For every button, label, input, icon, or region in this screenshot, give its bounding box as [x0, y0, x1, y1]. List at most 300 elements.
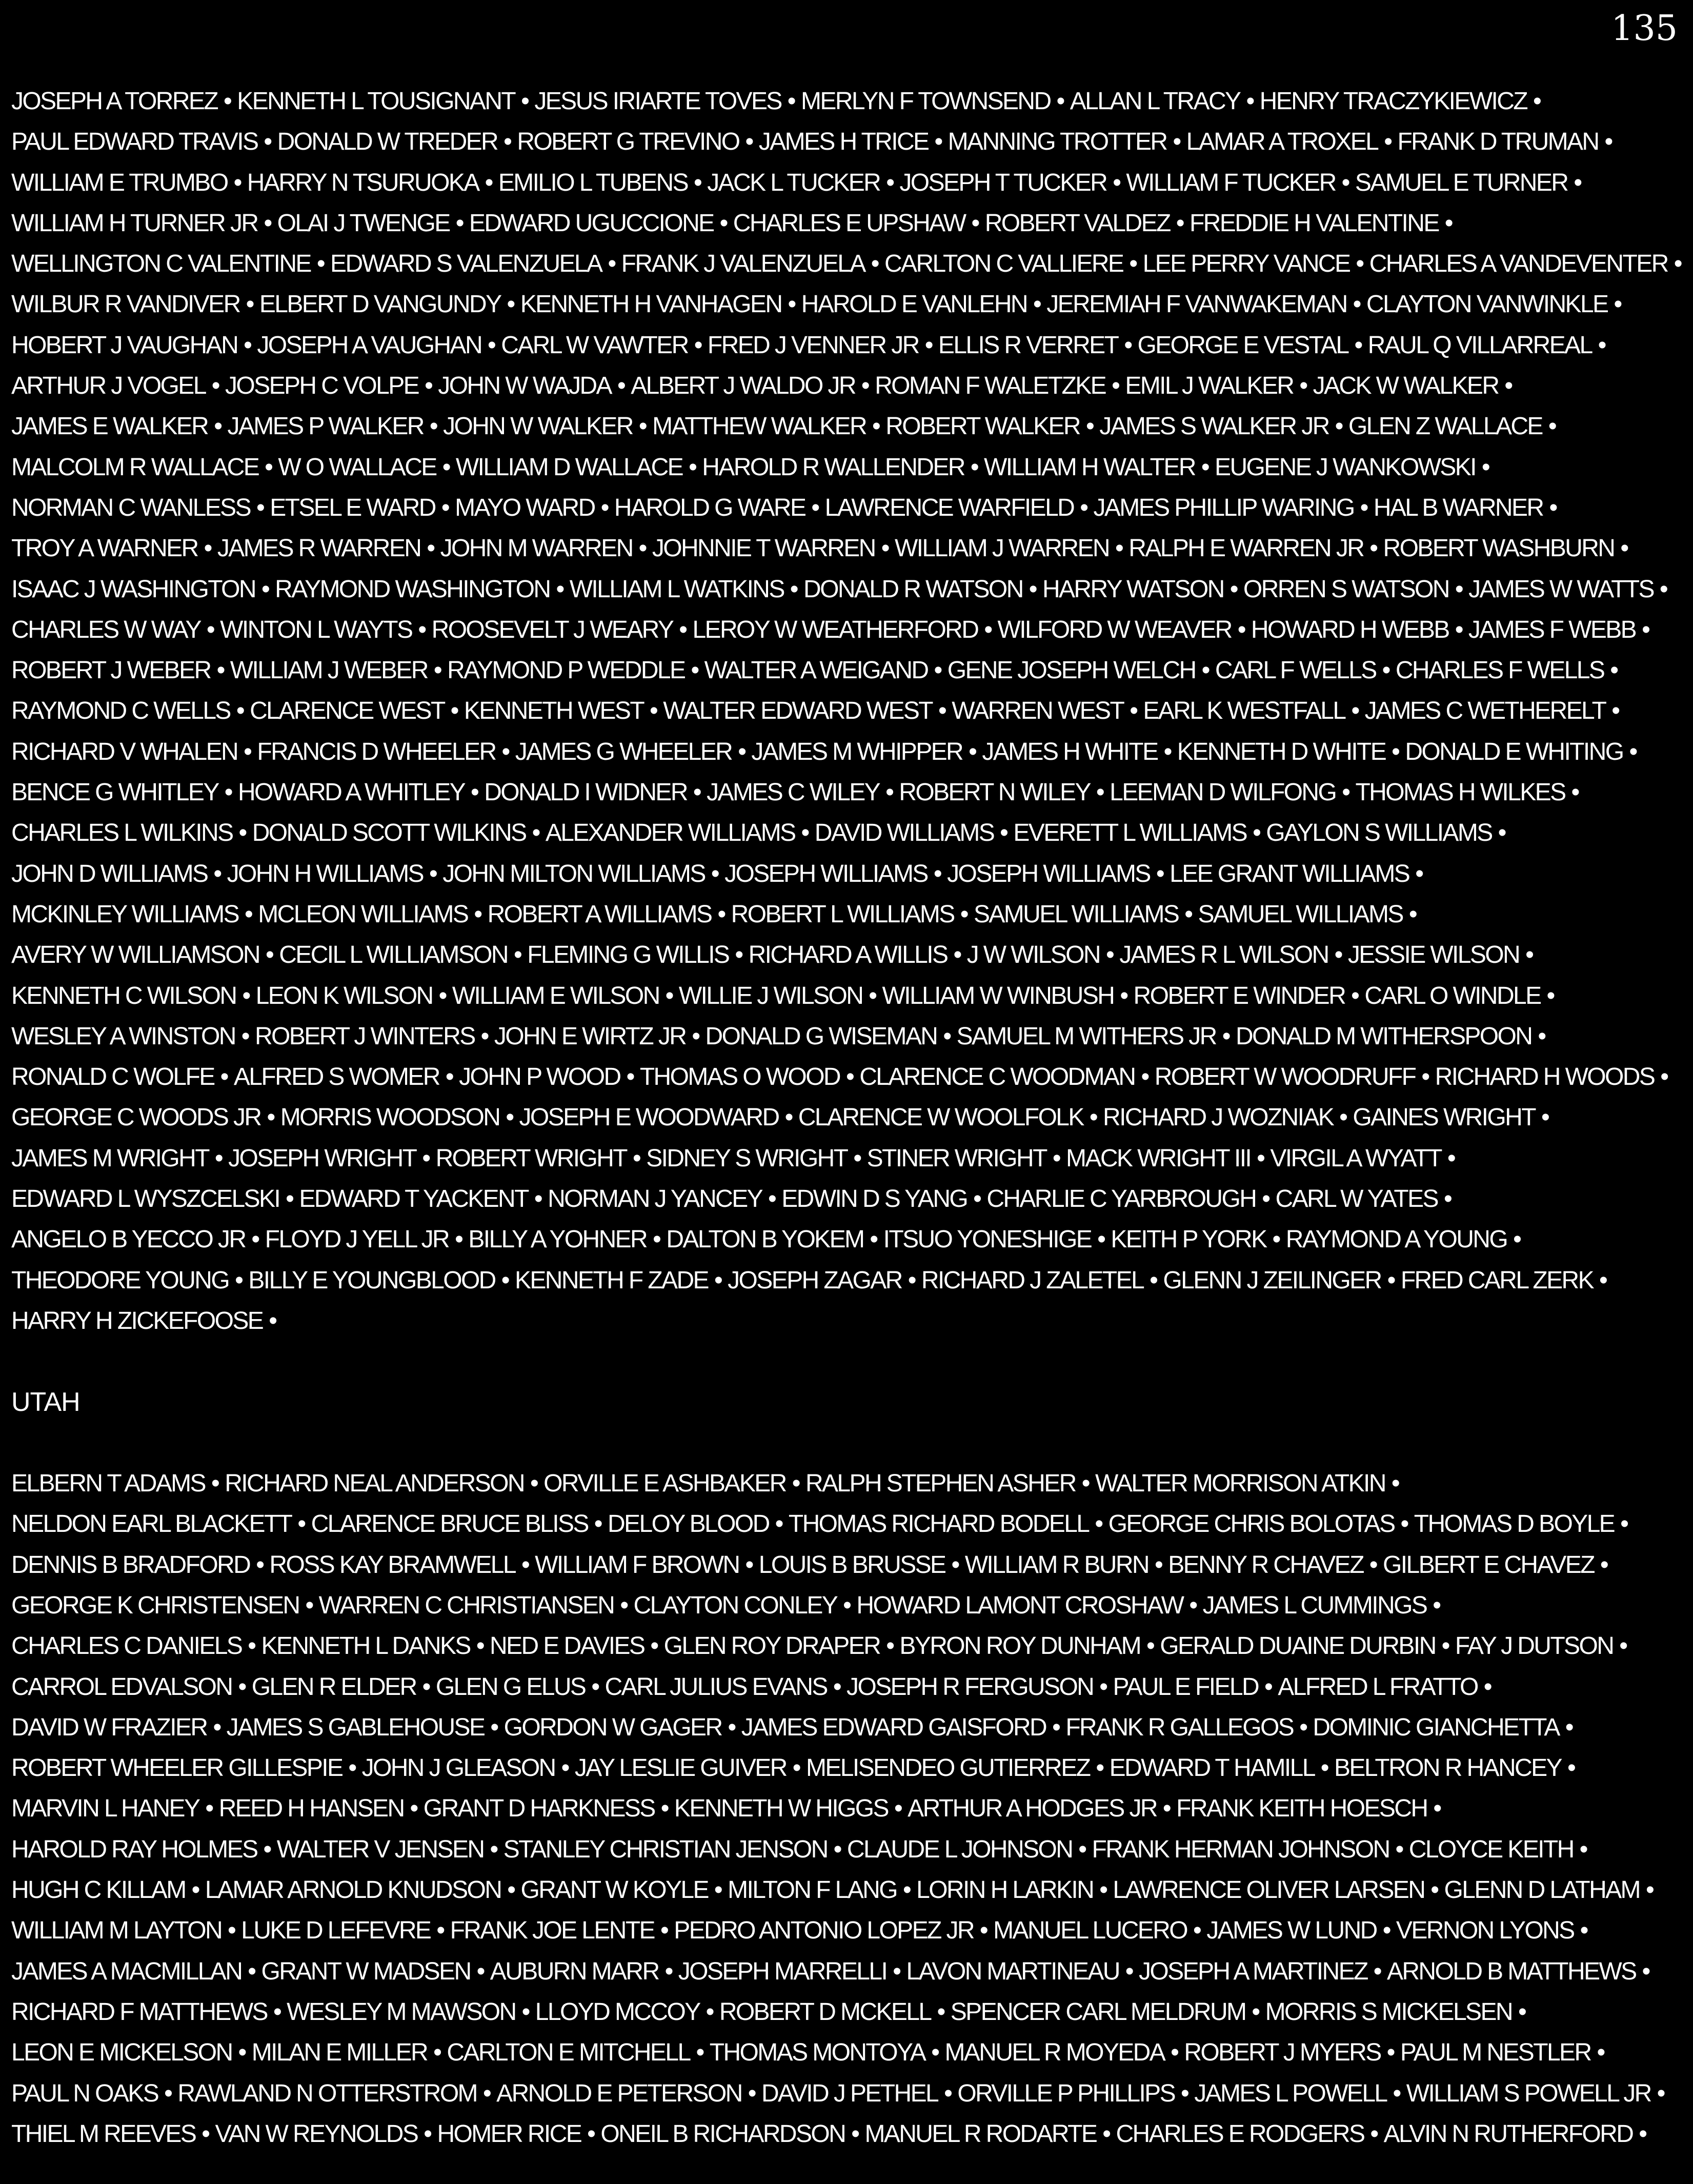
honoree-name: ARTHUR A HODGES JR	[908, 1795, 1157, 1823]
honoree-name: MACK WRIGHT III	[1066, 1144, 1251, 1172]
name-separator: •	[450, 697, 458, 725]
name-separator: •	[1130, 697, 1137, 725]
honoree-name: JAMES E WALKER	[11, 413, 208, 440]
honoree-name: WILBUR R VANDIVER	[11, 291, 240, 318]
name-separator: •	[485, 169, 492, 196]
honoree-name: RALPH STEPHEN ASHER	[805, 1470, 1076, 1498]
name-separator: •	[1620, 1510, 1628, 1538]
name-separator: •	[265, 453, 272, 481]
name-separator: •	[1369, 535, 1377, 562]
name-separator: •	[433, 657, 441, 684]
honoree-name: WILLIAM F BROWN	[535, 1551, 739, 1579]
honoree-name: JAMES M WHIPPER	[751, 738, 963, 765]
honoree-name: WILLIAM E TRUMBO	[11, 169, 228, 196]
name-separator: •	[784, 1104, 792, 1131]
honoree-name: JAMES S GABLEHOUSE	[226, 1713, 485, 1741]
name-separator: •	[238, 2039, 246, 2067]
honoree-name: LEON E MICKELSON	[11, 2039, 232, 2067]
name-separator: •	[970, 453, 978, 481]
honoree-name: HAROLD R WALLENDER	[702, 453, 964, 481]
name-separator: •	[1430, 1876, 1438, 1904]
honoree-name: JAMES R L WILSON	[1119, 941, 1328, 969]
name-line	[11, 1910, 1688, 1951]
name-separator: •	[894, 1795, 902, 1823]
name-separator: •	[476, 1632, 484, 1660]
honoree-name: CLAYTON VANWINKLE	[1366, 291, 1608, 318]
honoree-name: FRANK J VALENZUELA	[621, 250, 865, 278]
honoree-name: JAMES S WALKER JR	[1099, 413, 1329, 440]
honoree-name: FAY J DUTSON	[1455, 1632, 1614, 1660]
name-separator: •	[924, 331, 932, 359]
honoree-name: LEON K WILSON	[255, 982, 433, 1009]
name-separator: •	[1614, 291, 1621, 318]
name-separator: •	[1085, 413, 1094, 440]
honoree-name: ROBERT WRIGHT	[435, 1144, 627, 1172]
name-separator: •	[441, 494, 449, 521]
honoree-name: ROBERT A WILLIAMS	[487, 900, 712, 928]
honoree-name: RAWLAND N OTTERSTROM	[177, 2079, 477, 2107]
name-separator: •	[490, 1713, 498, 1741]
honoree-name: GLENN J ZEILINGER	[1163, 1266, 1381, 1294]
name-separator: •	[886, 1632, 894, 1660]
honoree-name: EDWARD UGUCCIONE	[469, 209, 714, 237]
honoree-name: CLARENCE BRUCE BLISS	[311, 1510, 588, 1538]
honoree-name: PAUL N OAKS	[11, 2079, 158, 2107]
honoree-name: WILLIAM E WILSON	[452, 982, 659, 1009]
honoree-name: WALTER EDWARD WEST	[663, 697, 933, 725]
name-separator: •	[626, 1063, 634, 1091]
name-separator: •	[1351, 697, 1359, 725]
name-line	[11, 1504, 1688, 1544]
name-separator: •	[1642, 616, 1649, 643]
honoree-name: JOHN D WILLIAMS	[11, 860, 208, 887]
name-separator: •	[692, 1022, 699, 1050]
honoree-name: RICHARD H WOODS	[1435, 1063, 1655, 1091]
honoree-name: ROBERT J WEBER	[11, 657, 211, 684]
honoree-name: WALTER V JENSEN	[276, 1835, 484, 1863]
honoree-name: FREDDIE H VALENTINE	[1189, 209, 1439, 237]
honoree-name: EARL K WESTFALL	[1143, 697, 1345, 725]
name-line	[11, 650, 1688, 691]
honoree-name: GERALD DUAINE DURBIN	[1160, 1632, 1436, 1660]
name-separator: •	[711, 860, 719, 887]
honoree-name: ALLAN L TRACY	[1070, 88, 1240, 115]
honoree-name: JAMES H WHITE	[982, 738, 1158, 765]
name-separator: •	[714, 1266, 722, 1294]
name-separator: •	[1525, 941, 1533, 969]
honoree-name: CLARENCE WEST	[250, 697, 445, 725]
name-line	[11, 1138, 1688, 1179]
honoree-name: HAROLD E VANLEHN	[801, 291, 1027, 318]
honoree-name: OLAI J TWENGE	[277, 209, 450, 237]
name-separator: •	[937, 1998, 944, 2026]
name-separator: •	[973, 1185, 981, 1213]
name-separator: •	[1124, 331, 1132, 359]
honoree-name: JOSEPH T TUCKER	[899, 169, 1107, 196]
honoree-name: WILLIAM W WINBUSH	[882, 982, 1114, 1009]
name-separator: •	[214, 413, 221, 440]
honoree-name: GAINES WRIGHT	[1353, 1104, 1535, 1131]
name-line	[11, 1667, 1688, 1707]
name-separator: •	[482, 2079, 491, 2107]
name-separator: •	[1334, 941, 1342, 969]
name-separator: •	[238, 1673, 246, 1701]
honoree-name: RONALD C WOLFE	[11, 1063, 214, 1091]
name-separator: •	[521, 88, 529, 115]
name-separator: •	[664, 1957, 672, 1985]
honoree-name: ROBERT WALKER	[885, 413, 1080, 440]
honoree-name: CLARENCE W WOOLFOLK	[798, 1104, 1083, 1131]
name-separator: •	[1415, 860, 1423, 887]
name-separator: •	[792, 1470, 799, 1498]
honoree-name: MERLYN F TOWNSEND	[801, 88, 1051, 115]
name-separator: •	[1162, 1795, 1171, 1823]
honoree-name: THOMAS O WOOD	[639, 1063, 840, 1091]
honoree-name: LAVON MARTINEAU	[906, 1957, 1119, 1985]
name-separator: •	[476, 1957, 484, 1985]
honoree-name: JOSEPH WILLIAMS	[724, 860, 928, 887]
name-separator: •	[1129, 250, 1137, 278]
name-separator: •	[792, 1754, 800, 1782]
name-separator: •	[1384, 128, 1392, 156]
name-separator: •	[933, 860, 941, 887]
honoree-name: LEE PERRY VANCE	[1142, 250, 1350, 278]
honoree-name: DONALD W TREDER	[277, 128, 498, 156]
name-line	[11, 1260, 1688, 1301]
honoree-name: ROBERT G TREVINO	[517, 128, 739, 156]
honoree-name: MATTHEW WALKER	[652, 413, 866, 440]
name-separator: •	[245, 900, 252, 928]
name-separator: •	[490, 1835, 497, 1863]
name-separator: •	[521, 1551, 529, 1579]
honoree-name: CARLTON E MITCHELL	[447, 2039, 690, 2067]
name-separator: •	[872, 413, 880, 440]
honoree-name: WILLIAM H WALTER	[984, 453, 1195, 481]
name-separator: •	[256, 1551, 264, 1579]
honoree-name: CHARLES E RODGERS	[1116, 2120, 1364, 2148]
name-line	[11, 1951, 1688, 1992]
honoree-name: RICHARD A WILLIS	[748, 941, 948, 969]
name-line	[11, 1301, 1688, 1341]
honoree-name: MORRIS WOODSON	[280, 1104, 500, 1131]
name-line	[11, 2073, 1688, 2114]
name-separator: •	[422, 1144, 430, 1172]
name-separator: •	[689, 453, 696, 481]
name-line	[11, 732, 1688, 772]
honoree-name: PAUL E FIELD	[1113, 1673, 1259, 1701]
honoree-name: ARNOLD B MATTHEWS	[1386, 1957, 1636, 1985]
name-separator: •	[801, 819, 809, 847]
honoree-name: JOSEPH C VOLPE	[225, 372, 419, 400]
honoree-name: ALFRED S WOMER	[233, 1063, 439, 1091]
name-separator: •	[650, 697, 657, 725]
name-line	[11, 325, 1688, 366]
honoree-name: HAL B WARNER	[1373, 494, 1543, 521]
honoree-name: VIRGIL A WYATT	[1270, 1144, 1441, 1172]
name-separator: •	[1443, 1185, 1452, 1213]
name-separator: •	[943, 1022, 951, 1050]
honoree-name: KENNETH WEST	[463, 697, 644, 725]
honoree-name: CHARLES E UPSHAW	[733, 209, 965, 237]
name-separator: •	[745, 128, 753, 156]
name-separator: •	[251, 1226, 259, 1253]
name-separator: •	[1299, 1713, 1307, 1741]
name-separator: •	[267, 1104, 274, 1131]
name-separator: •	[534, 1185, 542, 1213]
name-separator: •	[1264, 1673, 1272, 1701]
name-separator: •	[216, 657, 224, 684]
honoree-name: JAMES P WALKER	[227, 413, 424, 440]
honoree-name: RICHARD J ZALETEL	[921, 1266, 1144, 1294]
name-separator: •	[1189, 1591, 1197, 1619]
name-separator: •	[594, 1510, 602, 1538]
name-separator: •	[429, 860, 437, 887]
name-separator: •	[1660, 1063, 1668, 1091]
name-separator: •	[846, 1063, 854, 1091]
honoree-name: LAMAR ARNOLD KNUDSON	[205, 1876, 501, 1904]
honoree-name: W O WALLACE	[278, 453, 436, 481]
honoree-name: GEORGE E VESTAL	[1137, 331, 1348, 359]
honoree-name: WARREN C CHRISTIANSEN	[318, 1591, 614, 1619]
honoree-name: ORVILLE E ASHBAKER	[543, 1470, 786, 1498]
name-line	[11, 2032, 1688, 2073]
honoree-name: BENCE G WHITLEY	[11, 779, 218, 806]
name-separator: •	[1597, 2039, 1604, 2067]
name-separator: •	[1222, 1022, 1230, 1050]
honoree-name: DAVID W FRAZIER	[11, 1713, 207, 1741]
name-separator: •	[1580, 1917, 1587, 1945]
name-line	[11, 284, 1688, 325]
name-line	[11, 1707, 1688, 1748]
honoree-name: NED E DAVIES	[490, 1632, 644, 1660]
name-separator: •	[1369, 1551, 1377, 1579]
name-separator: •	[851, 2120, 859, 2148]
honoree-name: GEORGE K CHRISTENSEN	[11, 1591, 299, 1619]
honoree-name: EMILIO L TUBENS	[498, 169, 688, 196]
honoree-name: WILFORD W WEAVER	[997, 616, 1232, 643]
honoree-name: RICHARD J WOZNIAK	[1103, 1104, 1334, 1131]
honoree-name: CARL O WINDLE	[1364, 982, 1541, 1009]
honoree-name: KENNETH H VANHAGEN	[520, 291, 782, 318]
name-separator: •	[853, 1144, 861, 1172]
honoree-name: JOSEPH WILLIAMS	[947, 860, 1150, 887]
name-separator: •	[348, 1754, 356, 1782]
honoree-name: WESLEY A WINSTON	[11, 1022, 235, 1050]
name-separator: •	[1598, 331, 1605, 359]
honoree-name: JOHN J GLEASON	[361, 1754, 555, 1782]
honoree-name: WILLIAM H TURNER JR	[11, 209, 258, 237]
honoree-name: ROBERT VALDEZ	[984, 209, 1170, 237]
honoree-name: CLARENCE C WOODMAN	[859, 1063, 1135, 1091]
honoree-name: RICHARD V WHALEN	[11, 738, 238, 765]
honoree-name: ANGELO B YECCO JR	[11, 1226, 246, 1253]
name-separator: •	[1351, 982, 1359, 1009]
name-line	[11, 1748, 1688, 1788]
name-line	[11, 122, 1688, 162]
name-separator: •	[1657, 2079, 1664, 2107]
honoree-name: JAMES H TRICE	[758, 128, 929, 156]
honoree-name: RAUL Q VILLARREAL	[1367, 331, 1592, 359]
honoree-name: ROOSEVELT J WEARY	[431, 616, 673, 643]
name-separator: •	[433, 2039, 441, 2067]
name-separator: •	[1052, 1144, 1060, 1172]
name-separator: •	[488, 331, 495, 359]
name-line	[11, 447, 1688, 488]
name-separator: •	[211, 1470, 219, 1498]
honoree-name: ALBERT J WALDO JR	[631, 372, 855, 400]
name-separator: •	[248, 1957, 255, 1985]
name-separator: •	[455, 209, 463, 237]
name-separator: •	[1102, 2120, 1110, 2148]
honoree-name: BENNY R CHAVEZ	[1168, 1551, 1363, 1579]
name-separator: •	[1400, 1510, 1408, 1538]
name-separator: •	[1541, 1104, 1549, 1131]
honoree-name: JOHN W WALKER	[443, 413, 633, 440]
name-separator: •	[944, 2079, 952, 2107]
name-separator: •	[719, 209, 727, 237]
name-separator: •	[214, 1144, 223, 1172]
name-separator: •	[436, 1917, 444, 1945]
honoree-name: CHARLES L WILKINS	[11, 819, 233, 847]
name-line	[11, 81, 1688, 122]
honoree-name: JACK L TUCKER	[707, 169, 880, 196]
honoree-name: JACK W WALKER	[1313, 372, 1499, 400]
name-separator: •	[269, 1307, 276, 1334]
name-separator: •	[788, 291, 795, 318]
name-separator: •	[1387, 1266, 1395, 1294]
honoree-name: WILLIAM J WARREN	[894, 535, 1109, 562]
honoree-name: JAMES L CUMMINGS	[1202, 1591, 1427, 1619]
name-line	[11, 1219, 1688, 1260]
name-separator: •	[1421, 1063, 1429, 1091]
honoree-name: AVERY W WILLIAMSON	[11, 941, 259, 969]
honoree-name: MANUEL LUCERO	[993, 1917, 1187, 1945]
name-line	[11, 1829, 1688, 1870]
name-separator: •	[871, 250, 878, 278]
honoree-name: JOHN MILTON WILLIAMS	[442, 860, 705, 887]
honoree-name: GEORGE CHRIS BOLOTAS	[1108, 1510, 1395, 1538]
name-separator: •	[418, 616, 426, 643]
honoree-name: ETSEL E WARD	[270, 494, 435, 521]
name-line	[11, 163, 1688, 203]
honoree-name: ROBERT E WINDER	[1133, 982, 1345, 1009]
name-separator: •	[886, 169, 894, 196]
honoree-name: THOMAS MONTOYA	[709, 2039, 925, 2067]
honoree-name: HOMER RICE	[437, 2120, 581, 2148]
honoree-name: JAMES C WETHERELT	[1364, 697, 1606, 725]
honoree-name: GLEN Z WALLACE	[1348, 413, 1542, 440]
name-separator: •	[833, 1835, 841, 1863]
honoree-name: KENNETH D WHITE	[1177, 738, 1386, 765]
name-separator: •	[600, 494, 608, 521]
name-separator: •	[1095, 1510, 1102, 1538]
honoree-name: JOSEPH A TORREZ	[11, 88, 218, 115]
name-line	[11, 1179, 1688, 1219]
honoree-name: ALEXANDER WILLIAMS	[545, 819, 795, 847]
honoree-name: CHARLIE C YARBROUGH	[986, 1185, 1256, 1213]
honoree-name: RICHARD NEAL ANDERSON	[225, 1470, 524, 1498]
honoree-name: ISAAC J WASHINGTON	[11, 575, 255, 603]
name-separator: •	[738, 738, 745, 765]
honoree-name: RAYMOND WASHINGTON	[275, 575, 550, 603]
name-separator: •	[1150, 1266, 1157, 1294]
name-line	[11, 1585, 1688, 1626]
honoree-name: WESLEY M MAWSON	[287, 1998, 516, 2026]
name-separator: •	[693, 779, 701, 806]
name-block	[11, 1463, 1688, 2154]
honoree-name: SIDNEY S WRIGHT	[646, 1144, 848, 1172]
name-separator: •	[201, 2120, 209, 2148]
honoree-name: BYRON ROY DUNHAM	[899, 1632, 1140, 1660]
honoree-name: MELISENDEO GUTIERREZ	[805, 1754, 1090, 1782]
honoree-name: SPENCER CARL MELDRUM	[950, 1998, 1246, 2026]
name-separator: •	[870, 1226, 877, 1253]
honoree-name: PAUL M NESTLER	[1400, 2039, 1591, 2067]
honoree-name: CLAUDE L JOHNSON	[847, 1835, 1073, 1863]
name-separator: •	[238, 819, 246, 847]
name-separator: •	[1674, 250, 1681, 278]
name-separator: •	[1455, 616, 1462, 643]
honoree-name: PEDRO ANTONIO LOPEZ JR	[674, 1917, 974, 1945]
honoree-name: ROBERT D MCKELL	[719, 1998, 931, 2026]
name-separator: •	[1533, 88, 1541, 115]
name-separator: •	[790, 575, 798, 603]
honoree-name: ORREN S WATSON	[1243, 575, 1449, 603]
honoree-name: KENNETH W HIGGS	[674, 1795, 888, 1823]
honoree-name: REED H HANSEN	[218, 1795, 404, 1823]
name-separator: •	[633, 1144, 640, 1172]
honoree-name: LAWRENCE OLIVER LARSEN	[1113, 1876, 1425, 1904]
name-separator: •	[1354, 331, 1362, 359]
page-number: 135	[1611, 8, 1678, 49]
honoree-name: BILLY A YOHNER	[468, 1226, 647, 1253]
honoree-name: WELLINGTON C VALENTINE	[11, 250, 311, 278]
honoree-name: HARRY H ZICKEFOOSE	[11, 1307, 263, 1334]
honoree-name: THOMAS RICHARD BODELL	[788, 1510, 1089, 1538]
honoree-name: HENRY TRACZYKIEWICZ	[1259, 88, 1527, 115]
honoree-name: HOBERT J VAUGHAN	[11, 331, 238, 359]
honoree-name: GRANT W KOYLE	[520, 1876, 708, 1904]
name-separator: •	[205, 1795, 213, 1823]
name-separator: •	[442, 453, 450, 481]
honoree-name: JAMES PHILLIP WARING	[1093, 494, 1354, 521]
name-separator: •	[1230, 575, 1237, 603]
name-separator: •	[424, 2120, 431, 2148]
name-separator: •	[1391, 1470, 1399, 1498]
honoree-name: CHARLES F WELLS	[1395, 657, 1604, 684]
name-separator: •	[938, 697, 946, 725]
honoree-name: WARREN WEST	[952, 697, 1124, 725]
honoree-name: DONALD M WITHERSPOON	[1235, 1022, 1532, 1050]
honoree-name: CHARLES A VANDEVENTER	[1369, 250, 1668, 278]
name-separator: •	[455, 1226, 462, 1253]
name-separator: •	[638, 535, 646, 562]
honoree-name: HAROLD RAY HOLMES	[11, 1835, 257, 1863]
honoree-name: RAYMOND P WEDDLE	[447, 657, 685, 684]
honoree-name: FRANK KEITH HOESCH	[1176, 1795, 1427, 1823]
honoree-name: JOSEPH A VAUGHAN	[257, 331, 482, 359]
name-separator: •	[1257, 1144, 1264, 1172]
honoree-name: DENNIS B BRADFORD	[11, 1551, 250, 1579]
honoree-name: EDWARD S VALENZUELA	[330, 250, 602, 278]
honoree-name: VERNON LYONS	[1396, 1917, 1574, 1945]
name-separator: •	[735, 941, 742, 969]
name-separator: •	[1518, 1998, 1526, 2026]
honoree-name: EDWARD T HAMILL	[1109, 1754, 1315, 1782]
honoree-name: ELBERT D VANGUNDY	[259, 291, 501, 318]
honoree-name: CARLTON C VALLIERE	[884, 250, 1123, 278]
honoree-name: ARNOLD E PETERSON	[496, 2079, 742, 2107]
